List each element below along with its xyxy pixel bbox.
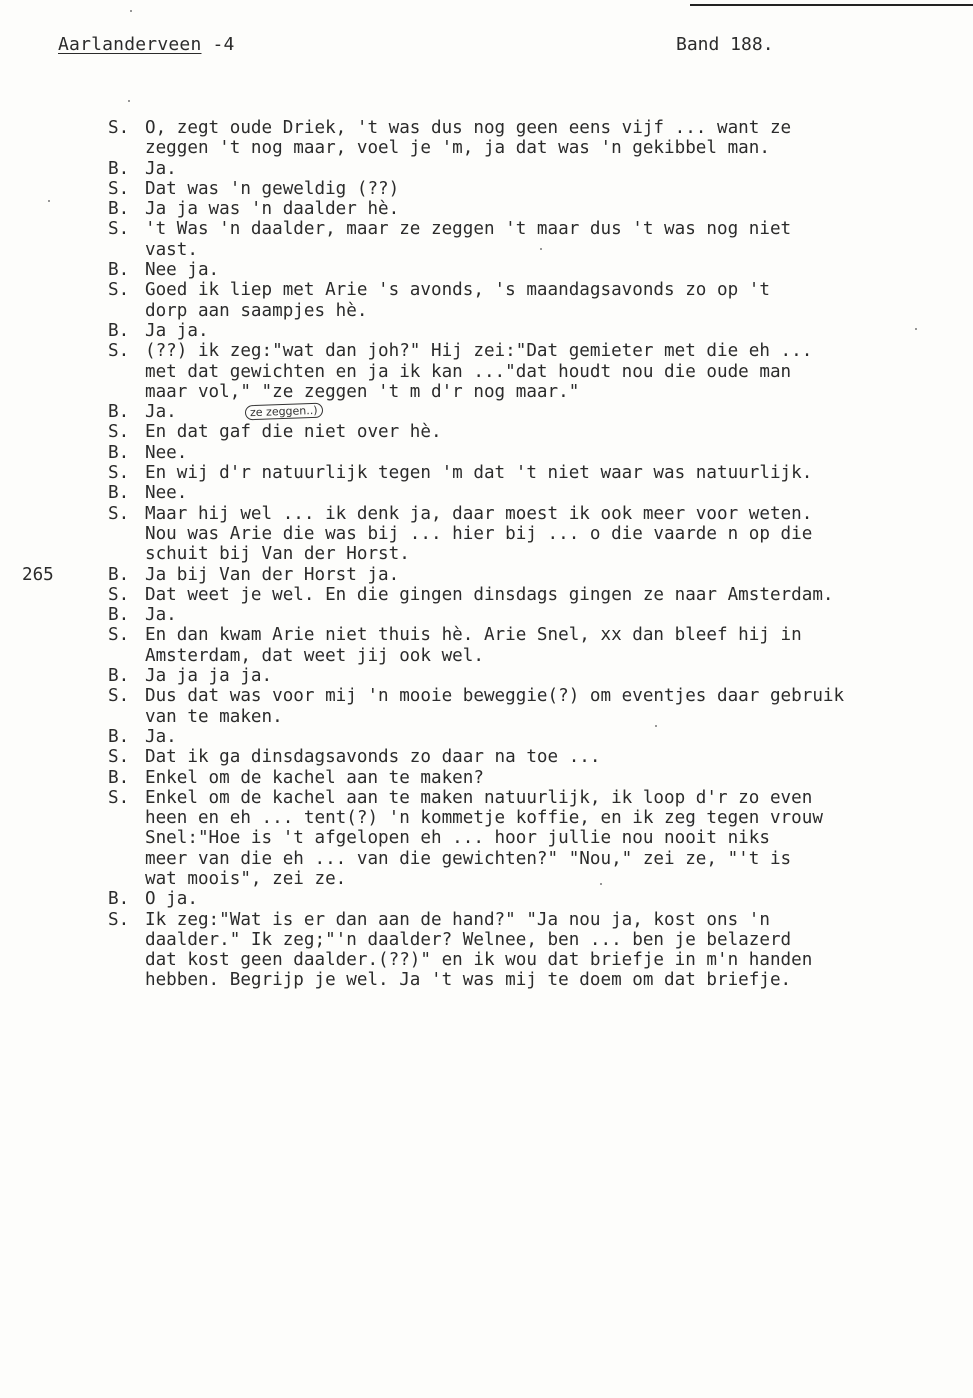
line-text: hebben. Begrijp je wel. Ja 't was mij te doem om dat briefje. bbox=[145, 970, 792, 991]
speaker-label: S. bbox=[108, 118, 130, 138]
transcript-line bbox=[108, 199, 968, 219]
speaker-label: B. bbox=[108, 605, 130, 626]
transcript-line bbox=[108, 808, 968, 828]
line-text: zeggen 't nog maar, voel je 'm, ja dat was 'n gekibbel man. bbox=[145, 138, 770, 159]
speaker-label bbox=[108, 382, 145, 402]
line-text: Ja ja. bbox=[145, 320, 209, 341]
line-text: Enkel om de kachel aan te maken natuurlijk, ik loop d'r zo even bbox=[145, 787, 813, 808]
line-text: Ja. bbox=[145, 726, 177, 747]
speaker-label bbox=[108, 362, 145, 382]
line-text: dorp aan saampjes hè. bbox=[145, 300, 368, 321]
speaker-label: B. bbox=[108, 402, 130, 423]
transcript-line bbox=[108, 382, 968, 402]
speaker-label bbox=[108, 930, 145, 950]
line-text: 't Was 'n daalder, maar ze zeggen 't maar dus 't was nog niet bbox=[145, 219, 792, 240]
speaker-label: B. bbox=[108, 666, 130, 687]
transcript-line bbox=[108, 544, 968, 564]
speaker-label bbox=[108, 240, 145, 260]
line-text: Dat was 'n geweldig (??) bbox=[145, 178, 400, 199]
speaker-label: S. bbox=[108, 909, 130, 930]
line-text: Ja. bbox=[145, 158, 177, 179]
speaker-label: S. bbox=[108, 341, 130, 362]
speaker-label bbox=[108, 950, 145, 970]
transcript-line bbox=[108, 321, 968, 341]
speaker-label: S. bbox=[108, 686, 130, 707]
transcript-line bbox=[108, 950, 968, 970]
transcript-line bbox=[108, 747, 968, 767]
transcript-line bbox=[108, 788, 968, 808]
speaker-label: B. bbox=[108, 199, 130, 220]
speaker-label: B. bbox=[108, 320, 130, 341]
speaker-label: B. bbox=[108, 442, 130, 463]
line-text: En dan kwam Arie niet thuis hè. Arie Snel, xx dan bleef hij in bbox=[145, 625, 802, 646]
speaker-label: S. bbox=[108, 422, 130, 443]
line-text: Nou was Arie die was bij ... hier bij ... o die vaarde n op die bbox=[145, 523, 813, 544]
line-text: maar vol," "ze zeggen 't m d'r nog maar." bbox=[145, 381, 580, 402]
line-text: vast. bbox=[145, 239, 198, 260]
transcript-line bbox=[108, 280, 968, 300]
speaker-label bbox=[108, 849, 145, 869]
line-text: Ja. bbox=[145, 402, 177, 423]
speaker-label: S. bbox=[108, 625, 130, 646]
line-text: heen en eh ... tent(?) 'n kommetje koffie, en ik zeg tegen vrouw bbox=[145, 808, 823, 829]
transcript-line bbox=[108, 646, 968, 666]
line-text: Nee. bbox=[145, 483, 188, 504]
line-text: schuit bij Van der Horst. bbox=[145, 544, 410, 565]
line-text: meer van die eh ... van die gewichten?" "Nou," zei ze, "'t is bbox=[145, 848, 792, 869]
speaker-label bbox=[108, 828, 145, 848]
speaker-label: S. bbox=[108, 503, 130, 524]
line-text: En wij d'r natuurlijk tegen 'm dat 't niet waar was natuurlijk. bbox=[145, 463, 813, 484]
page-header-left bbox=[58, 34, 235, 55]
transcript-line bbox=[108, 889, 968, 909]
speaker-label bbox=[108, 544, 145, 564]
speaker-label: S. bbox=[108, 463, 130, 484]
speaker-label bbox=[108, 138, 145, 158]
transcript-line bbox=[108, 402, 968, 422]
transcript-line bbox=[108, 625, 968, 645]
line-text: O ja. bbox=[145, 889, 198, 910]
speaker-label: B. bbox=[108, 483, 130, 504]
ink-speck bbox=[915, 328, 917, 330]
transcript-line bbox=[108, 686, 968, 706]
line-text: (??) ik zeg:"wat dan joh?" Hij zei:"Dat gemieter met die eh ... bbox=[145, 341, 813, 362]
line-text: Ja. bbox=[145, 605, 177, 626]
line-text: Goed ik liep met Arie 's avonds, 's maandagsavonds zo op 't bbox=[145, 280, 770, 301]
line-text: Nee. bbox=[145, 442, 188, 463]
transcript-line bbox=[108, 605, 968, 625]
speaker-label: B. bbox=[108, 260, 130, 281]
speaker-label: B. bbox=[108, 767, 130, 788]
line-text: van te maken. bbox=[145, 706, 283, 727]
transcript-line bbox=[108, 768, 968, 788]
line-text: Ja bij Van der Horst ja. bbox=[145, 564, 400, 585]
line-text: Dat weet je wel. En die gingen dinsdags gingen ze naar Amsterdam. bbox=[145, 584, 834, 605]
transcript-line bbox=[108, 463, 968, 483]
transcript-line bbox=[108, 504, 968, 524]
margin-number: 265 bbox=[22, 565, 54, 585]
speaker-label: S. bbox=[108, 178, 130, 199]
speaker-label bbox=[108, 524, 145, 544]
transcript-line bbox=[108, 118, 968, 138]
transcript-line bbox=[108, 219, 968, 239]
transcript-line bbox=[108, 727, 968, 747]
transcript-line bbox=[108, 483, 968, 503]
speaker-label: S. bbox=[108, 280, 130, 301]
line-text: Dus dat was voor mij 'n mooie beweggie(?) om eventjes daar gebruik bbox=[145, 686, 845, 707]
transcript-line bbox=[108, 970, 968, 990]
line-text: Amsterdam, dat weet jij ook wel. bbox=[145, 645, 484, 666]
line-text: daalder." Ik zeg;"'n daalder? Welnee, ben ... ben je belazerd bbox=[145, 929, 792, 950]
transcript-line bbox=[108, 707, 968, 727]
transcript-line bbox=[108, 240, 968, 260]
page-number: -4 bbox=[201, 34, 235, 55]
transcript-line bbox=[108, 585, 968, 605]
ink-speck bbox=[130, 10, 132, 12]
speaker-label bbox=[108, 808, 145, 828]
line-text: met dat gewichten en ja ik kan ..."dat houdt nou die oude man bbox=[145, 361, 792, 382]
line-text: Dat ik ga dinsdagsavonds zo daar na toe ... bbox=[145, 747, 601, 768]
speaker-label bbox=[108, 707, 145, 727]
ink-speck bbox=[655, 725, 657, 727]
transcript-line bbox=[108, 869, 968, 889]
transcript-line bbox=[108, 849, 968, 869]
speaker-label bbox=[108, 970, 145, 990]
top-rule bbox=[690, 4, 973, 6]
line-text: Ja ja ja ja. bbox=[145, 666, 273, 687]
speaker-label: B. bbox=[108, 889, 130, 910]
handwritten-note: ze zeggen..) bbox=[245, 403, 323, 421]
line-text: Nee ja. bbox=[145, 260, 220, 281]
line-text: Enkel om de kachel aan te maken? bbox=[145, 767, 484, 788]
line-text: Snel:"Hoe is 't afgelopen eh ... hoor jullie nou nooit niks bbox=[145, 828, 770, 849]
speaker-label: S. bbox=[108, 219, 130, 240]
speaker-label: B. bbox=[108, 726, 130, 747]
transcript-line bbox=[108, 159, 968, 179]
line-text: Ik zeg:"Wat is er dan aan de hand?" "Ja nou ja, kost ons 'n bbox=[145, 909, 770, 930]
transcript-line bbox=[108, 422, 968, 442]
speaker-label bbox=[108, 301, 145, 321]
line-text: En dat gaf die niet over hè. bbox=[145, 422, 442, 443]
transcript-line bbox=[108, 524, 968, 544]
speaker-label: B. bbox=[108, 158, 130, 179]
speaker-label bbox=[108, 869, 145, 889]
ink-speck bbox=[128, 100, 130, 102]
transcript-line bbox=[108, 930, 968, 950]
ink-speck bbox=[540, 248, 542, 250]
ink-speck bbox=[48, 200, 50, 202]
transcript-line bbox=[108, 362, 968, 382]
line-text: O, zegt oude Driek, 't was dus nog geen eens vijf ... want ze bbox=[145, 118, 792, 138]
transcript-line bbox=[108, 443, 968, 463]
speaker-label bbox=[108, 646, 145, 666]
transcript-line bbox=[108, 910, 968, 930]
transcript-line bbox=[108, 666, 968, 686]
speaker-label: B. bbox=[108, 564, 130, 585]
transcript-line bbox=[108, 301, 968, 321]
place-name: Aarlanderveen bbox=[58, 34, 202, 55]
line-text: wat moois", zei ze. bbox=[145, 868, 347, 889]
line-text: dat kost geen daalder.(??)" en ik wou dat briefje in m'n handen bbox=[145, 950, 813, 971]
line-text: Maar hij wel ... ik denk ja, daar moest ik ook meer voor weten. bbox=[145, 503, 813, 524]
ink-speck bbox=[600, 883, 602, 885]
transcript-line bbox=[108, 179, 968, 199]
transcript-line bbox=[108, 260, 968, 280]
line-text: Ja ja was 'n daalder hè. bbox=[145, 199, 400, 220]
transcript-line bbox=[108, 341, 968, 361]
band-number: Band 188. bbox=[676, 34, 774, 55]
transcript-line bbox=[108, 828, 968, 848]
speaker-label: S. bbox=[108, 787, 130, 808]
transcript-body bbox=[108, 118, 968, 991]
speaker-label: S. bbox=[108, 584, 130, 605]
speaker-label: S. bbox=[108, 747, 130, 768]
transcript-line bbox=[108, 565, 968, 585]
transcript-line bbox=[108, 138, 968, 158]
